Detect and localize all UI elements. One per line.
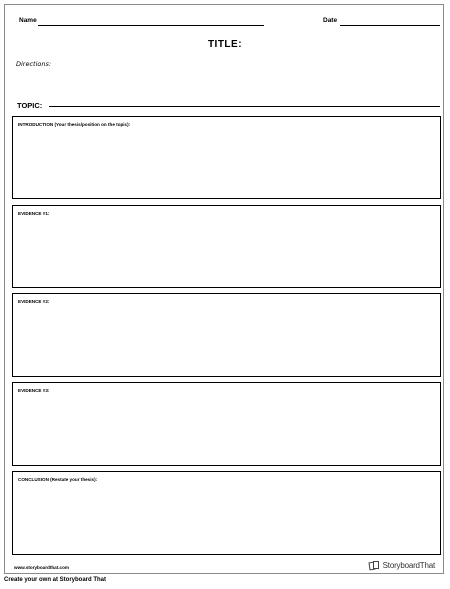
introduction-label: INTRODUCTION (Your thesis/position on the topic): [18, 122, 131, 127]
directions-label: Directions: [16, 60, 52, 68]
evidence-3-box[interactable] [12, 382, 441, 466]
worksheet-title: TITLE: [207, 39, 243, 50]
name-label: Name [19, 17, 37, 24]
introduction-box[interactable] [12, 116, 441, 199]
storyboard-credit-link[interactable]: Create your own at Storyboard That [4, 577, 107, 583]
evidence-3-label: EVIDENCE #3: [18, 388, 50, 393]
evidence-1-box[interactable] [12, 205, 441, 288]
footer-url[interactable]: www.storyboardthat.com [14, 565, 69, 570]
conclusion-box[interactable] [12, 471, 441, 555]
evidence-2-label: EVIDENCE #2: [18, 299, 50, 304]
conclusion-label: CONCLUSION (Restate your thesis): [18, 477, 98, 482]
storyboardthat-logo[interactable] [369, 559, 435, 571]
worksheet-page [4, 4, 444, 574]
topic-label: TOPIC: [17, 101, 43, 110]
storyboard-frames-icon [369, 561, 380, 570]
brand-name: StoryboardThat [382, 560, 435, 570]
evidence-2-box[interactable] [12, 293, 441, 377]
topic-line[interactable] [49, 106, 440, 107]
date-label: Date [323, 17, 338, 24]
name-line[interactable] [38, 25, 264, 26]
date-line[interactable] [340, 25, 440, 26]
evidence-1-label: EVIDENCE #1: [18, 211, 50, 216]
